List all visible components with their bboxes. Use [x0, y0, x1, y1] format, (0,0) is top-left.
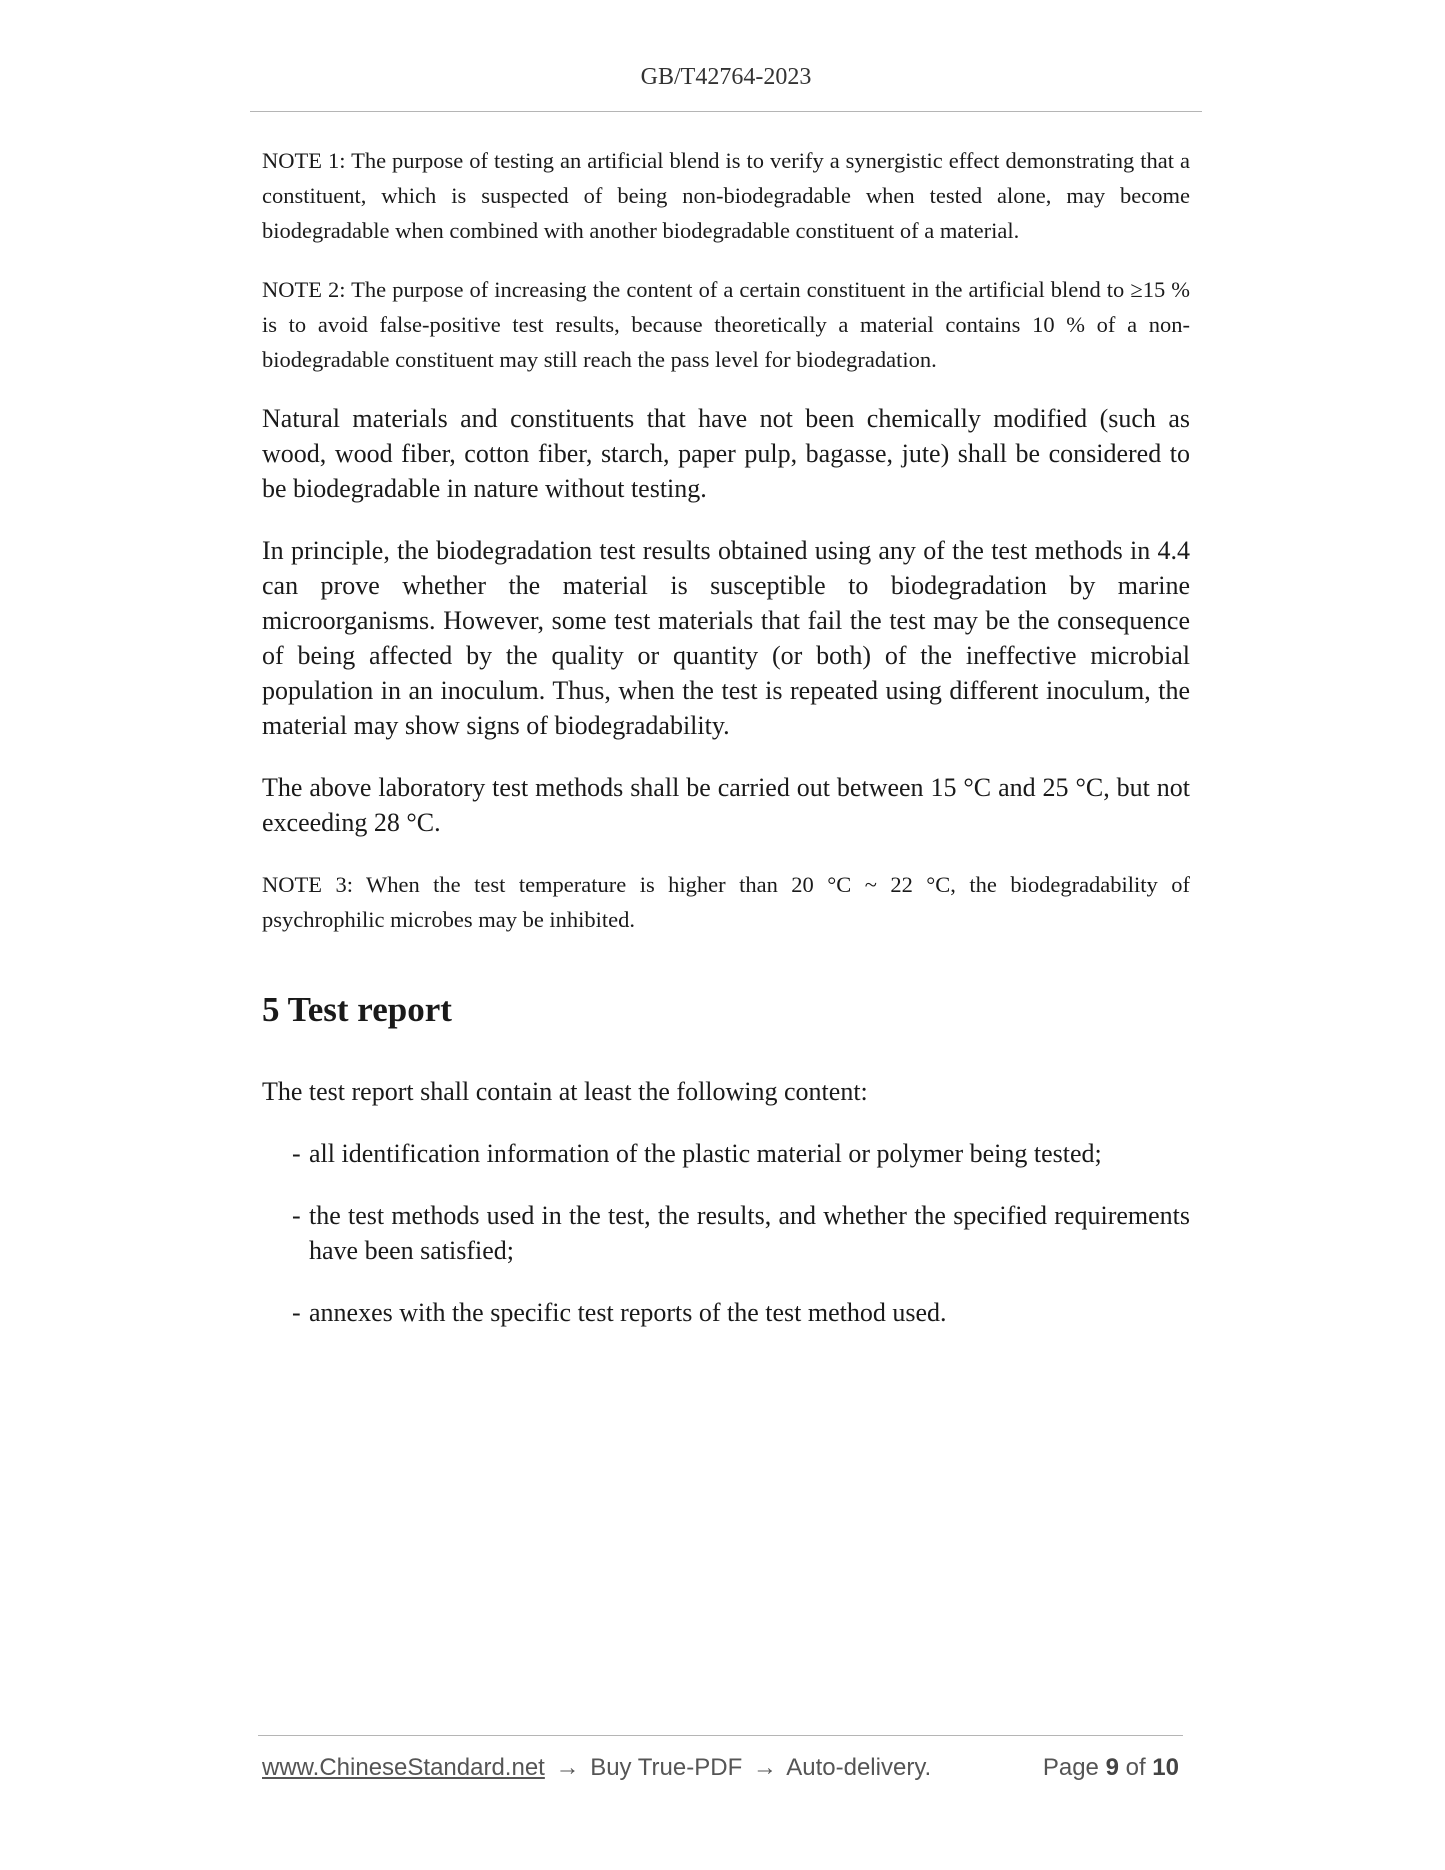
list-marker: -: [292, 1298, 301, 1327]
arrow-right-icon: →: [752, 1754, 777, 1781]
note-1: NOTE 1: The purpose of testing an artificial blend is to verify a synergistic effect demonstrating that a constituent, which is suspected of being non-biodegradable when tested alone, may become biodegradable when combined with another biodegradable constituent of a material.: [262, 148, 1190, 243]
page-of-label: of: [1125, 1754, 1146, 1781]
list-item-text: all identification information of the plastic material or polymer being tested;: [309, 1139, 1102, 1168]
list-item-text: annexes with the specific test reports of the test method used.: [309, 1298, 947, 1327]
list-item: [262, 1295, 1190, 1330]
header-divider: [250, 111, 1202, 112]
list-marker: -: [292, 1201, 301, 1230]
section-intro: The test report shall contain at least the following content:: [262, 1077, 868, 1106]
note-3: NOTE 3: When the test temperature is higher than 20 °C ~ 22 °C, the biodegradability of psychrophilic microbes may be inhibited.: [262, 872, 1190, 932]
footer-divider: [258, 1735, 1183, 1736]
page-header-doc-code: GB/T42764-2023: [640, 64, 812, 90]
page-total: 10: [1152, 1754, 1179, 1781]
list-marker: -: [292, 1139, 301, 1168]
report-content-list: [262, 1136, 1190, 1330]
buy-true-pdf-text: Buy True-PDF: [590, 1754, 743, 1781]
auto-delivery-text: Auto-delivery.: [786, 1754, 932, 1781]
page-content: [262, 143, 1190, 1357]
section-heading-test-report: 5 Test report: [262, 990, 452, 1029]
arrow-right-icon: →: [555, 1754, 580, 1781]
page-footer: [262, 1754, 1183, 1788]
note-2: NOTE 2: The purpose of increasing the content of a certain constituent in the artificial blend to ≥15 % is to avoid false-positive test results, because theoretically a material contains 10 % of a non-biodegradable constituent may still reach the pass level for biodegradation.: [262, 277, 1190, 372]
paragraph-natural-materials: Natural materials and constituents that have not been chemically modified (such as wood, wood fiber, cotton fiber, starch, paper pulp, bagasse, jute) shall be considered to be biodegradable in nature without testing.: [262, 404, 1190, 503]
page-number: [1043, 1754, 1179, 1782]
footer-purchase-line: [262, 1754, 931, 1782]
chinesestandard-link[interactable]: www.ChineseStandard.net: [262, 1754, 545, 1781]
list-item-text: the test methods used in the test, the results, and whether the specified requirements have been satisfied;: [309, 1201, 1190, 1265]
list-item: [262, 1136, 1190, 1171]
list-item: [262, 1198, 1190, 1268]
paragraph-in-principle: In principle, the biodegradation test results obtained using any of the test methods in 4.4 can prove whether the material is susceptible to biodegradation by marine microorganisms. However, some test materials that fail the test may be the consequence of being affected by the quality or quantity (or both) of the ineffective microbial population in an inoculum. Thus, when the test is repeated using different inoculum, the material may show signs of biodegradability.: [262, 536, 1190, 740]
paragraph-temperature: The above laboratory test methods shall be carried out between 15 °C and 25 °C, but not exceeding 28 °C.: [262, 773, 1190, 837]
page-label: Page: [1042, 1754, 1099, 1781]
page-current: 9: [1105, 1754, 1119, 1781]
